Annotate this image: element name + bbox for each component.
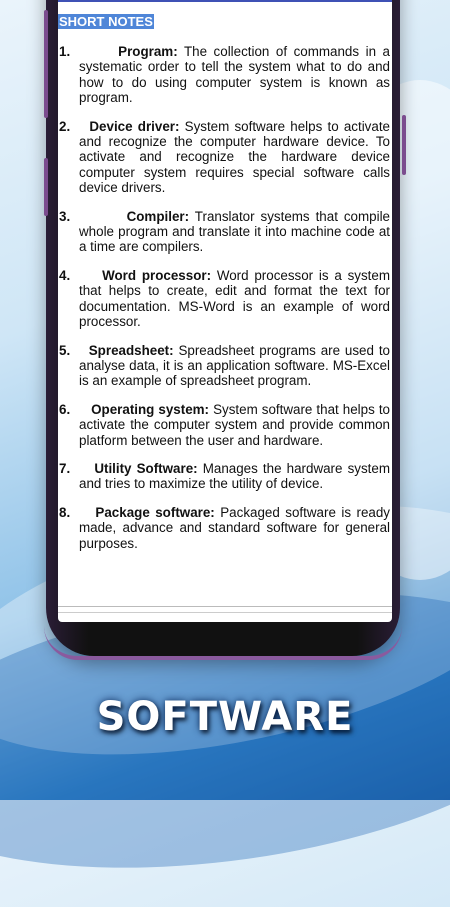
screen-top-divider [58,0,392,2]
list-item [58,268,392,330]
bottom-divider [58,606,392,607]
item-description: System software helps to activate and recognize the computer hardware device. To activate and recognize the hardware device computer system requires special software calls device drivers. [79,118,390,196]
phone-power-button [402,115,406,175]
item-number: 6. [59,401,71,417]
item-number: 5. [59,342,71,358]
item-description: System software that helps to activate the computer system and provide common platform between the user and hardware. [79,401,390,448]
item-description: Manages the hardware system and tries to maximize the utility of device. [79,460,390,492]
item-number: 2. [59,118,71,134]
item-term: Device driver: [89,118,180,134]
item-description: Spreadsheet programs are used to analyse data, it is an application software. MS-Excel is an example of spreadsheet program. [79,342,390,389]
list-item [58,505,392,551]
item-description: Packaged software is ready made, advance and standard software for general purposes. [79,504,390,551]
item-number: 4. [59,267,71,283]
list-item [58,402,392,448]
item-term: Operating system: [91,401,210,417]
list-item [58,119,392,196]
item-number: 1. [59,44,71,59]
item-number: 3. [59,208,71,224]
item-term: Word processor: [102,267,212,283]
phone-volume-button [44,10,48,118]
item-text [79,343,392,389]
item-text [79,268,392,330]
item-text [79,461,392,492]
list-item [58,44,392,106]
item-number: 8. [59,504,71,520]
item-text [79,119,392,196]
banner-title: SOFTWARE [96,694,354,740]
phone-screen[interactable] [58,0,392,622]
list-item [58,461,392,492]
item-number: 7. [59,460,71,476]
notes-list [58,44,392,564]
item-text [79,505,392,551]
item-term: Package software: [95,504,215,520]
item-term: Spreadsheet: [88,342,174,358]
short-notes-header: SHORT NOTES [59,14,153,29]
list-item [58,343,392,389]
item-text [79,44,392,106]
item-text [79,402,392,448]
list-item [58,209,392,255]
item-description: The collection of commands in a systematic order to tell the system what to do and how to do using computer system is known as program. [79,44,390,106]
item-term: Utility Software: [94,460,198,476]
item-description: Translator systems that compile whole program and translate it into machine code at a time are compilers. [79,208,390,255]
item-description: Word processor is a system that helps to create, edit and format the text for documentation. MS-Word is an example of word processor. [79,267,390,330]
item-term: Program: [118,44,178,59]
phone-side-button [44,158,48,216]
bottom-divider-secondary [58,612,392,613]
item-term: Compiler: [126,208,190,224]
item-text [79,209,392,255]
